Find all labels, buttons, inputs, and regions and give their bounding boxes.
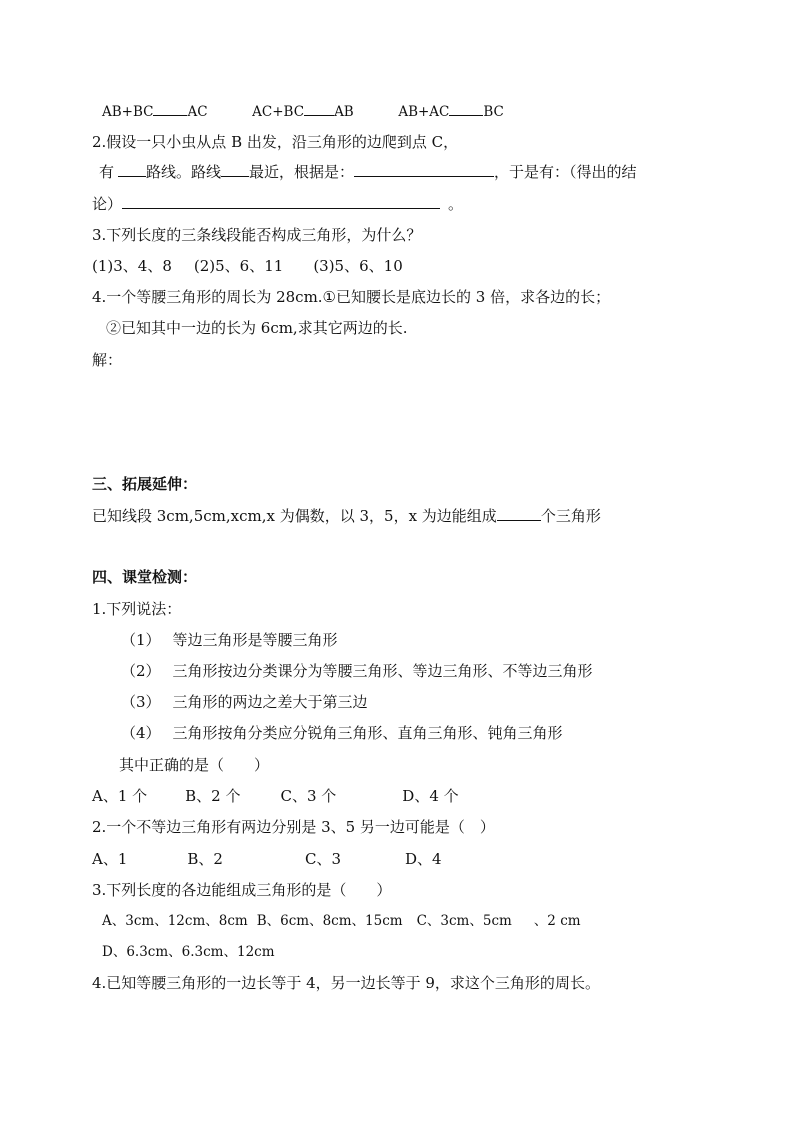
question-2-line1: 2.假设一只小虫从点 B 出发，沿三角形的边爬到点 C， — [92, 133, 459, 151]
item-number: （1） — [121, 631, 161, 649]
blank — [449, 101, 483, 116]
question-2: 2.一个不等边三角形有两边分别是 3、5 另一边可能是（ ） — [92, 818, 495, 836]
text-segment: 已知线段 3cm,5cm,xcm,x 为偶数，以 3，5，x 为边能组成 — [92, 507, 497, 525]
option-a: A、1 — [92, 850, 128, 868]
option-c-cont: 、2 cm — [533, 913, 581, 929]
question-1: 1.下列说法： — [92, 600, 182, 618]
text-segment: 有 — [99, 163, 115, 181]
option-b: B、2 — [187, 850, 223, 868]
question-2-line2 — [99, 162, 637, 182]
statement-item — [121, 661, 593, 681]
option-d: D、4 — [405, 850, 442, 868]
option-a: A、3cm、12cm、8cm — [102, 913, 248, 929]
option: (1)3、4、8 — [92, 257, 172, 275]
option-d: D、4 个 — [402, 787, 459, 805]
question-3-options-line1 — [102, 911, 581, 931]
text-segment: 论） — [92, 195, 123, 213]
option-b: B、6cm、8cm、15cm — [256, 913, 403, 929]
blank — [118, 162, 146, 177]
section-4-heading: 四、课堂检测： — [92, 568, 198, 586]
question-3-options — [92, 256, 403, 276]
option-c: C、3cm、5cm — [416, 913, 512, 929]
option-c: C、3 个 — [280, 787, 337, 805]
question-4-line2: ②已知其中一边的长为 6cm,求其它两边的长. — [106, 319, 408, 337]
comparison-line — [102, 101, 504, 122]
question-3: 3.下列长度的三条线段能否构成三角形，为什么？ — [92, 226, 422, 244]
text-segment: 路线。路线 — [146, 163, 222, 181]
option-c: C、3 — [304, 850, 341, 868]
question-2-options — [92, 849, 442, 869]
item-text: 三角形的两边之差大于第三边 — [172, 693, 368, 711]
text-segment: 个三角形 — [540, 507, 601, 525]
question-2-line3 — [92, 194, 463, 214]
question-1-ask: 其中正确的是（ ） — [119, 756, 270, 774]
expr-ab-bc: AB+BC — [102, 104, 154, 120]
option: (2)5、6、11 — [193, 257, 284, 275]
option-b: B、2 个 — [185, 787, 241, 805]
blank — [221, 162, 249, 177]
statement-item — [121, 723, 563, 743]
expr-ab: AB — [334, 104, 354, 120]
question-3: 3.下列长度的各边能组成三角形的是（ ） — [92, 881, 392, 899]
item-number: （4） — [121, 724, 161, 742]
text-segment: ，于是有：（得出的结 — [494, 163, 637, 181]
blank — [153, 101, 187, 116]
text-segment: 。 — [448, 195, 464, 213]
blank — [122, 194, 440, 209]
question-4-line1: 4.一个等腰三角形的周长为 28cm.①已知腰长是底边长的 3 倍，求各边的长； — [92, 288, 611, 306]
option-a: A、1 个 — [92, 787, 148, 805]
question-4: 4.已知等腰三角形的一边长等于 4，另一边长等于 9，求这个三角形的周长。 — [92, 974, 600, 992]
expr-ab-ac: AB+AC — [398, 104, 450, 120]
answer-label: 解： — [92, 351, 123, 369]
question-3-options-line2: D、6.3cm、6.3cm、12cm — [102, 944, 275, 960]
question-1-options — [92, 786, 459, 806]
section-3-heading: 三、拓展延伸： — [92, 475, 198, 493]
blank — [354, 162, 494, 177]
statement-item — [121, 692, 368, 712]
item-text: 三角形按边分类课分为等腰三角形、等边三角形、不等边三角形 — [172, 662, 593, 680]
item-text: 等边三角形是等腰三角形 — [172, 631, 338, 649]
expr-bc: BC — [483, 104, 504, 120]
text-segment: 最近，根据是： — [249, 163, 355, 181]
option: (3)5、6、10 — [313, 257, 403, 275]
section-3-text — [92, 506, 601, 526]
item-number: （3） — [121, 693, 161, 711]
blank — [497, 506, 541, 521]
expr-ac: AC — [187, 104, 208, 120]
blank — [304, 101, 334, 116]
statement-item — [121, 630, 338, 650]
item-text: 三角形按角分类应分锐角三角形、直角三角形、钝角三角形 — [172, 724, 563, 742]
expr-ac-bc: AC+BC — [252, 104, 305, 120]
item-number: （2） — [121, 662, 161, 680]
